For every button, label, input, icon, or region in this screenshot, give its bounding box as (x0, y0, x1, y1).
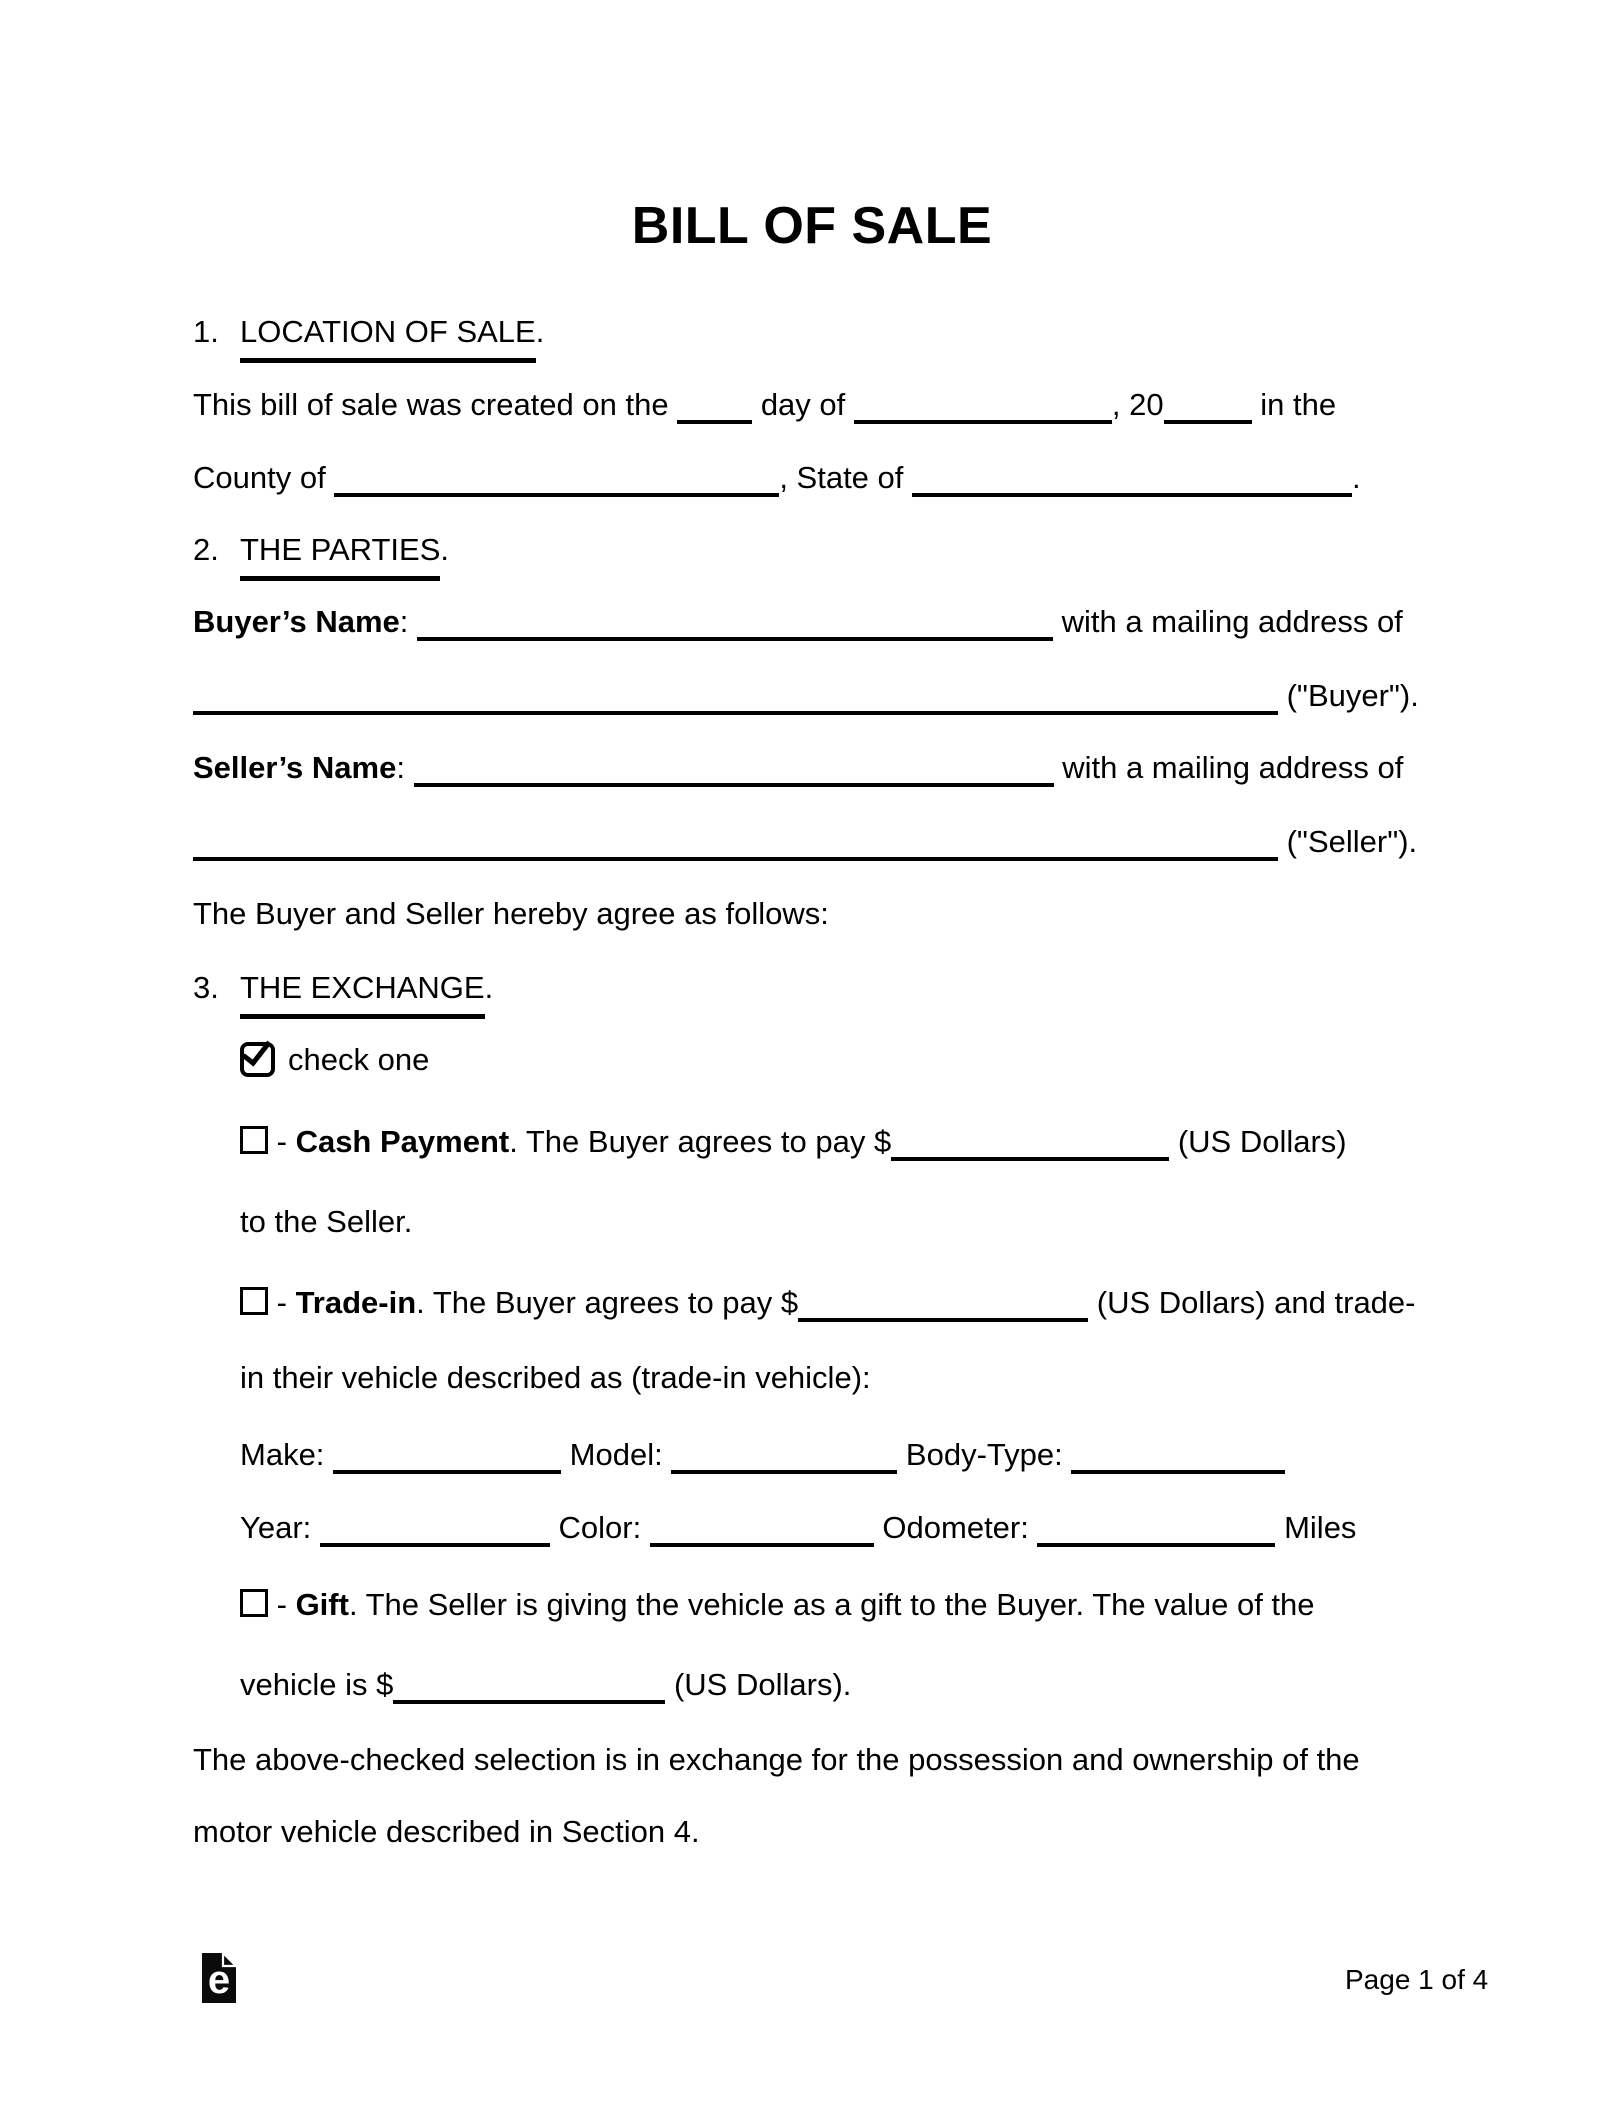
seller-name-blank[interactable] (414, 779, 1054, 787)
exchange-summary-line-2 (193, 1812, 700, 1852)
text: . The Seller is giving the vehicle as a gift to the Buyer. The value of the (348, 1587, 1315, 1622)
text: . (535, 314, 545, 349)
text: - (268, 1285, 296, 1320)
trade-in-amount-blank[interactable] (798, 1314, 1088, 1322)
section-1-title: LOCATION OF SALE (240, 312, 536, 363)
text: motor vehicle described in Section 4. (193, 1814, 700, 1849)
section-2-title: THE PARTIES (240, 530, 440, 581)
text: ("Seller"). (1278, 824, 1418, 859)
text: (US Dollars). (665, 1667, 852, 1702)
section-2-number: 2. (193, 532, 219, 567)
text: : (399, 604, 418, 639)
buyer-address-blank[interactable] (193, 707, 1278, 715)
gift-value-blank[interactable] (393, 1696, 665, 1704)
cash-payment-checkbox[interactable] (240, 1126, 268, 1154)
gift-label: Gift (295, 1587, 349, 1622)
section-3-heading (193, 968, 493, 1019)
gift-line-2 (240, 1665, 851, 1705)
body-type-label: Body-Type: (897, 1437, 1072, 1472)
text: County of (193, 460, 335, 495)
trade-in-label: Trade-in (295, 1285, 417, 1320)
text: , 20 (1111, 387, 1164, 422)
text: The above-checked selection is in exchange for the possession and ownership of the (193, 1742, 1360, 1777)
text: ("Buyer"). (1278, 678, 1419, 713)
seller-address-line (193, 822, 1417, 862)
text: - (268, 1587, 296, 1622)
odometer-blank[interactable] (1037, 1539, 1275, 1547)
section-3-number: 3. (193, 970, 219, 1005)
location-sentence-line-2 (193, 458, 1361, 498)
seller-name-line (193, 748, 1403, 788)
model-label: Model: (561, 1437, 672, 1472)
text: (US Dollars) and trade- (1088, 1285, 1416, 1320)
trade-in-line-2 (240, 1358, 871, 1398)
eforms-logo (202, 1953, 236, 2003)
text: , State of (779, 460, 913, 495)
miles-label: Miles (1275, 1510, 1357, 1545)
year-suffix-blank[interactable] (1164, 416, 1252, 424)
text: . The Buyer agrees to pay $ (416, 1285, 799, 1320)
check-one-checkbox[interactable] (240, 1042, 275, 1077)
cash-payment-label: Cash Payment (295, 1124, 510, 1159)
section-2-heading (193, 530, 449, 581)
document-title: BILL OF SALE (631, 197, 993, 255)
location-sentence-line-1 (193, 385, 1336, 425)
year-label: Year: (240, 1510, 320, 1545)
logo-letter: e (207, 1958, 231, 2002)
buyer-name-label: Buyer’s Name (193, 604, 400, 639)
buyer-address-line (193, 676, 1419, 716)
text: This bill of sale was created on the (193, 387, 678, 422)
make-blank[interactable] (333, 1466, 561, 1474)
section-1-heading (193, 312, 544, 363)
color-label: Color: (549, 1510, 650, 1545)
section-1-number: 1. (193, 314, 219, 349)
text: . (440, 532, 450, 567)
text: in the (1251, 387, 1337, 422)
odometer-label: Odometer: (873, 1510, 1038, 1545)
month-blank[interactable] (854, 416, 1112, 424)
make-label: Make: (240, 1437, 334, 1472)
text: in their vehicle described as (trade-in vehicle): (240, 1360, 871, 1395)
text: with a mailing address of (1053, 750, 1404, 785)
text: . (1352, 460, 1361, 495)
state-blank[interactable] (912, 489, 1352, 497)
agreement-sentence (193, 894, 829, 934)
text: to the Seller. (240, 1204, 413, 1239)
body-type-blank[interactable] (1071, 1466, 1285, 1474)
color-blank[interactable] (650, 1539, 874, 1547)
year-blank[interactable] (320, 1539, 550, 1547)
gift-checkbox[interactable] (240, 1589, 268, 1617)
trade-in-checkbox[interactable] (240, 1287, 268, 1315)
cash-payment-line (240, 1122, 1347, 1162)
text: vehicle is $ (240, 1667, 394, 1702)
page-number-label: Page 1 of 4 (1345, 1964, 1489, 1995)
buyer-name-blank[interactable] (417, 633, 1053, 641)
buyer-name-line (193, 602, 1403, 642)
vehicle-year-row (240, 1508, 1356, 1548)
cash-payment-line-2 (240, 1202, 412, 1242)
text: . (484, 970, 494, 1005)
county-blank[interactable] (334, 489, 779, 497)
text: (US Dollars) (1169, 1124, 1347, 1159)
gift-line (240, 1585, 1315, 1625)
text: : (396, 750, 414, 785)
vehicle-make-row (240, 1435, 1285, 1475)
text: - (268, 1124, 296, 1159)
check-one-label: check one (288, 1042, 430, 1077)
seller-name-label: Seller’s Name (193, 750, 397, 785)
text: day of (752, 387, 854, 422)
day-blank[interactable] (677, 416, 752, 424)
section-3-title: THE EXCHANGE (240, 968, 485, 1019)
check-one-line (240, 1040, 429, 1080)
model-blank[interactable] (671, 1466, 897, 1474)
text: . The Buyer agrees to pay $ (509, 1124, 892, 1159)
text: with a mailing address of (1053, 604, 1403, 639)
text: The Buyer and Seller hereby agree as follows: (193, 896, 829, 931)
seller-address-blank[interactable] (193, 853, 1278, 861)
exchange-summary-line-1 (193, 1740, 1360, 1780)
cash-amount-blank[interactable] (891, 1153, 1169, 1161)
trade-in-line (240, 1283, 1416, 1323)
